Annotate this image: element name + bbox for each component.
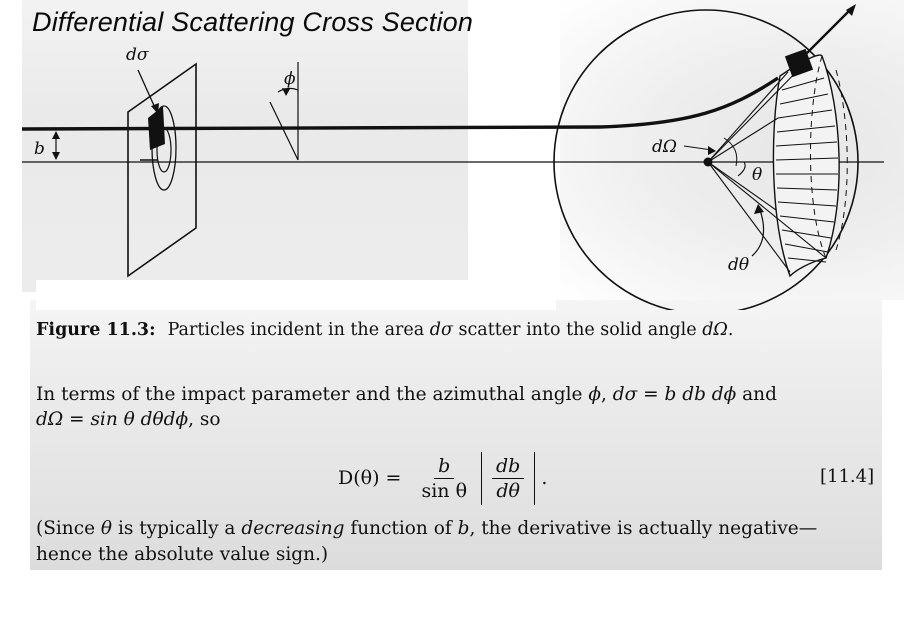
remark-text: is typically a [112, 518, 242, 539]
dtheta-label: dθ [728, 255, 750, 275]
equation-lhs: D(θ) = [338, 467, 402, 489]
fraction-b-over-sin [417, 454, 471, 503]
remark-paragraph [36, 516, 878, 568]
paragraph-comma: , [600, 384, 613, 405]
fraction-denominator-dtheta: dθ [496, 479, 520, 502]
scattering-center [704, 158, 713, 167]
outgoing-arrow [800, 8, 852, 60]
fraction-numerator-b: b [434, 454, 454, 479]
target-plane [128, 64, 196, 276]
paragraph-dsigma: dσ [612, 384, 638, 405]
fraction-db-dtheta [492, 454, 524, 503]
figure-caption [36, 318, 733, 342]
domega-label: dΩ [652, 137, 677, 157]
paragraph-domega-expression: dΩ = sin θ dθdϕ [36, 409, 189, 430]
remark-text: (Since [36, 518, 101, 539]
b-label: b [34, 139, 45, 159]
paragraph-equals: = [637, 384, 665, 405]
outgoing-arrowhead [846, 4, 856, 16]
absolute-value [481, 452, 535, 505]
equation-number: [11.4] [820, 466, 875, 487]
body-paragraph [36, 382, 878, 432]
caption-text-1: Particles incident in the area [167, 320, 430, 340]
paragraph-expression: b db dϕ [664, 384, 737, 405]
remark-theta: θ [100, 518, 113, 539]
paragraph-phi: ϕ [588, 384, 601, 405]
paragraph-line-2 [36, 407, 878, 432]
caption-domega: dΩ [702, 320, 728, 340]
remark-b: b [457, 518, 470, 539]
dsigma-label: dσ [126, 45, 149, 65]
fraction-denominator-sin: sin θ [421, 479, 468, 502]
caption-text-2: scatter into the solid angle [452, 320, 703, 340]
fraction-numerator-db: db [492, 454, 524, 479]
equation-11-4 [338, 448, 547, 508]
remark-text: , the derivative is actually negative— [469, 518, 818, 539]
equation-period: . [541, 467, 548, 489]
remark-text: function of [344, 518, 458, 539]
paragraph-and: and [736, 384, 777, 405]
remark-decreasing: decreasing [241, 518, 345, 539]
scattering-diagram [0, 0, 904, 310]
b-arrow [52, 131, 60, 160]
remark-line-1 [36, 516, 878, 542]
caption-dsigma: dσ [429, 320, 453, 340]
deflected-trajectory [600, 78, 778, 127]
caption-text-3: . [727, 320, 734, 340]
phi-label: ϕ [284, 69, 296, 89]
remark-line-2: hence the absolute value sign.) [36, 544, 329, 565]
slide-title: Differential Scattering Cross Section [32, 7, 474, 37]
paragraph-line-1 [36, 382, 878, 407]
incident-trajectory [22, 127, 600, 129]
figure-number: Figure 11.3: [36, 320, 156, 340]
paragraph-so: , so [188, 409, 221, 430]
theta-label: θ [752, 165, 763, 185]
paragraph-text: In terms of the impact parameter and the azimuthal angle [36, 384, 589, 405]
